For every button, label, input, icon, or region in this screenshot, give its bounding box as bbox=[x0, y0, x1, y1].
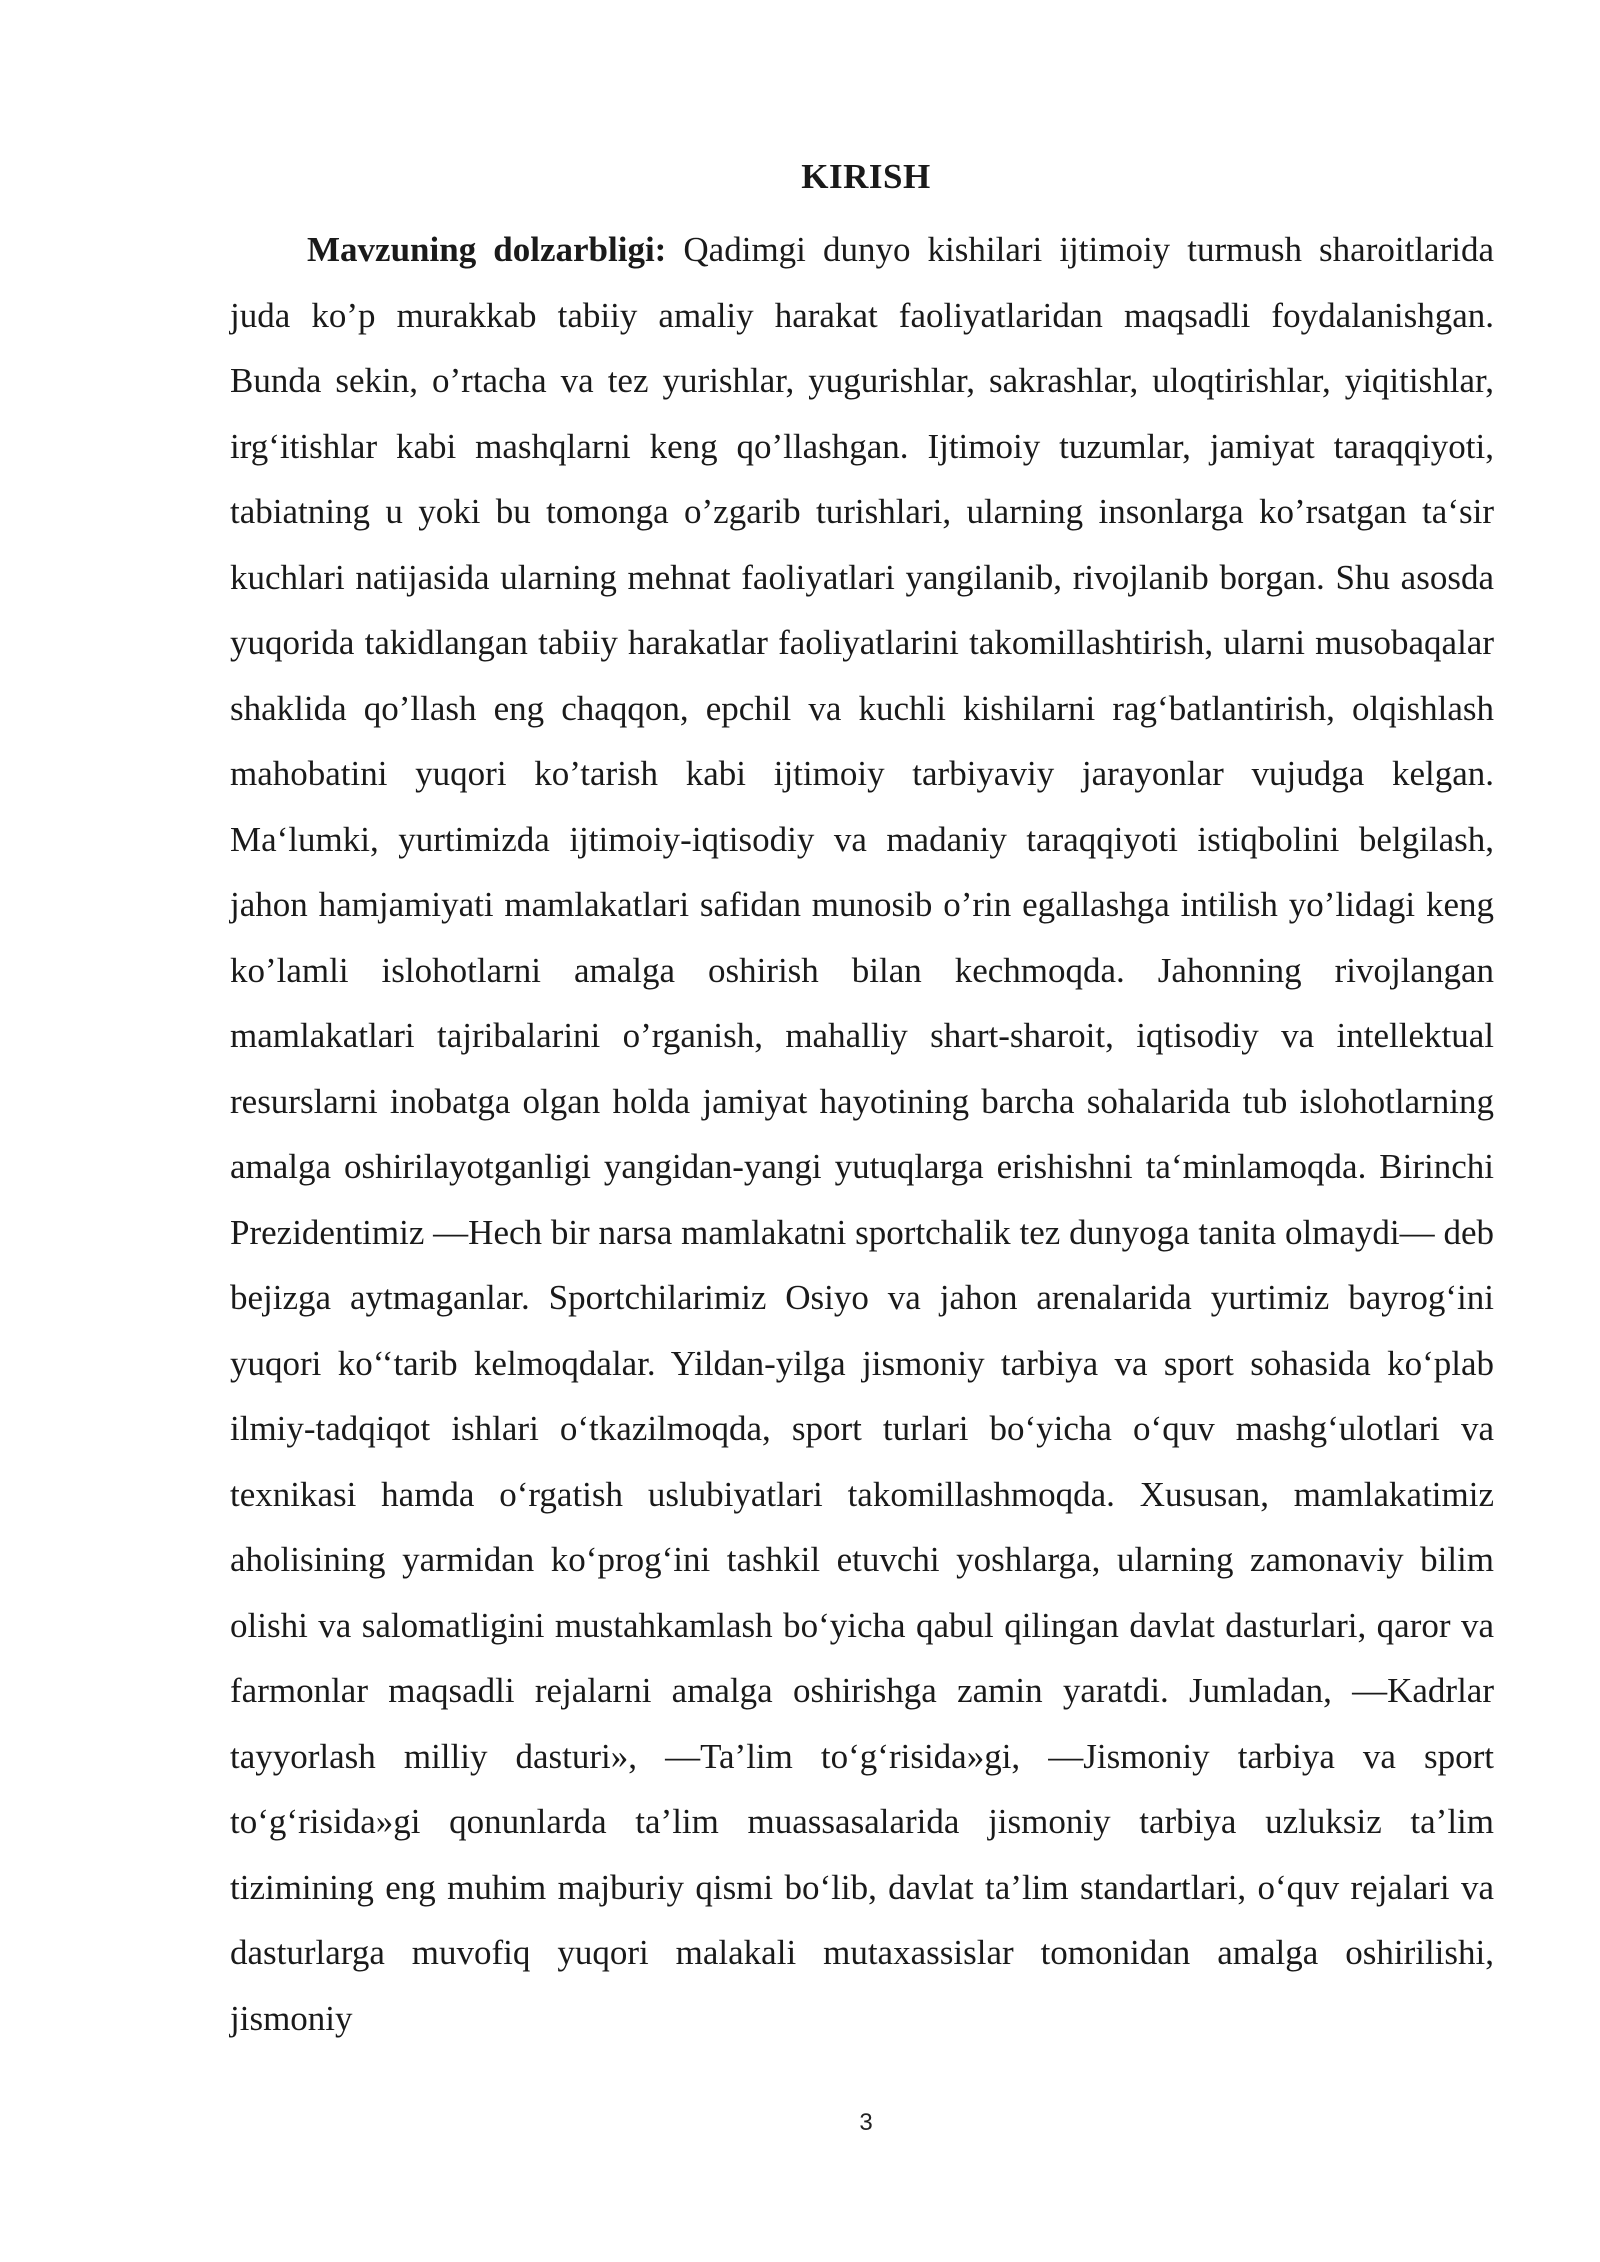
page-number: 3 bbox=[859, 2109, 873, 2136]
paragraph-text: Qadimgi dunyo kishilari ijtimoiy turmush sharoitlarida juda ko’p murakkab tabiiy amaliy harakat faoliyatlaridan maqsadli foydalanishgan. Bunda sekin, o’rtacha va tez yurishlar, yugurishlar, sakrashlar, uloqtirishlar, yiqitishlar, irg‘itishlar kabi mashqlarni keng qo’llashgan. Ijtimoiy tuzumlar, jamiyat taraqqiyoti, tabiatning u yoki bu tomonga o’zgarib turishlari, ularning insonlarga ko’rsatgan ta‘sir kuchlari natijasida ularning mehnat faoliyatlari yangilanib, rivojlanib borgan. Shu asosda yuqorida takidlangan tabiiy harakatlar faoliyatlarini takomillashtirish, ularni musobaqalar shaklida qo’llash eng chaqqon, epchil va kuchli kishilarni rag‘batlantirish, olqishlash mahobatini yuqori ko’tarish kabi ijtimoiy tarbiyaviy jarayonlar vujudga kelgan. Ma‘lumki, yurtimizda ijtimoiy-iqtisodiy va madaniy taraqqiyoti istiqbolini belgilash, jahon hamjamiyati mamlakatlari safidan munosib o’rin egallashga intilish yo’lidagi keng ko’lamli islohotlarni amalga oshirish bilan kechmoqda. Jahonning rivojlangan mamlakatlari tajribalarini o’rganish, mahalliy shart-sharoit, iqtisodiy va intellektual resurslarni inobatga olgan holda jamiyat hayotining barcha sohalarida tub islohotlarning amalga oshirilayotganligi yangidan-yangi yutuqlarga erishishni ta‘minlamoqda. Birinchi Prezidentimiz ―Hech bir narsa mamlakatni sportchalik tez dunyoga tanita olmaydi― deb bejizga aytmaganlar. Sportchilarimiz Osiyo va jahon arenalarida yurtimiz bayrog‘ini yuqori ko‘‘tarib kelmoqdalar. Yildan-yilga jismoniy tarbiya va sport sohasida ko‘plab ilmiy-tadqiqot ishlari o‘tkazilmoqda, sport turlari bo‘yicha o‘quv mashg‘ulotlari va texnikasi hamda o‘rgatish uslubiyatlari takomillashmoqda. Xususan, mamlakatimiz aholisining yarmidan ko‘prog‘ini tashkil etuvchi yoshlarga, ularning zamonaviy bilim olishi va salomatligini mustahkamlash bo‘yicha qabul qilingan davlat dasturlari, qaror va farmonlar maqsadli rejalarni amalga oshirishga zamin yaratdi. Jumladan, ―Kadrlar tayyorlash milliy dasturi», ―Ta’lim to‘g‘risida»gi, ―Jismoniy tarbiya va sport to‘g‘risida»gi qonunlarda ta’lim muassasalarida jismoniy tarbiya uzluksiz ta’lim tizimining eng muhim majburiy qismi bo‘lib, davlat ta’lim standartlari, o‘quv rejalari va dasturlarga muvofiq yuqori malakali mutaxassislar tomonidan amalga oshirilishi, jismoniy bbox=[230, 230, 1494, 2038]
page-title: KIRISH bbox=[801, 157, 931, 196]
body-paragraph bbox=[230, 217, 1494, 2051]
lead-label: Mavzuning dolzarbligi: bbox=[307, 230, 667, 269]
